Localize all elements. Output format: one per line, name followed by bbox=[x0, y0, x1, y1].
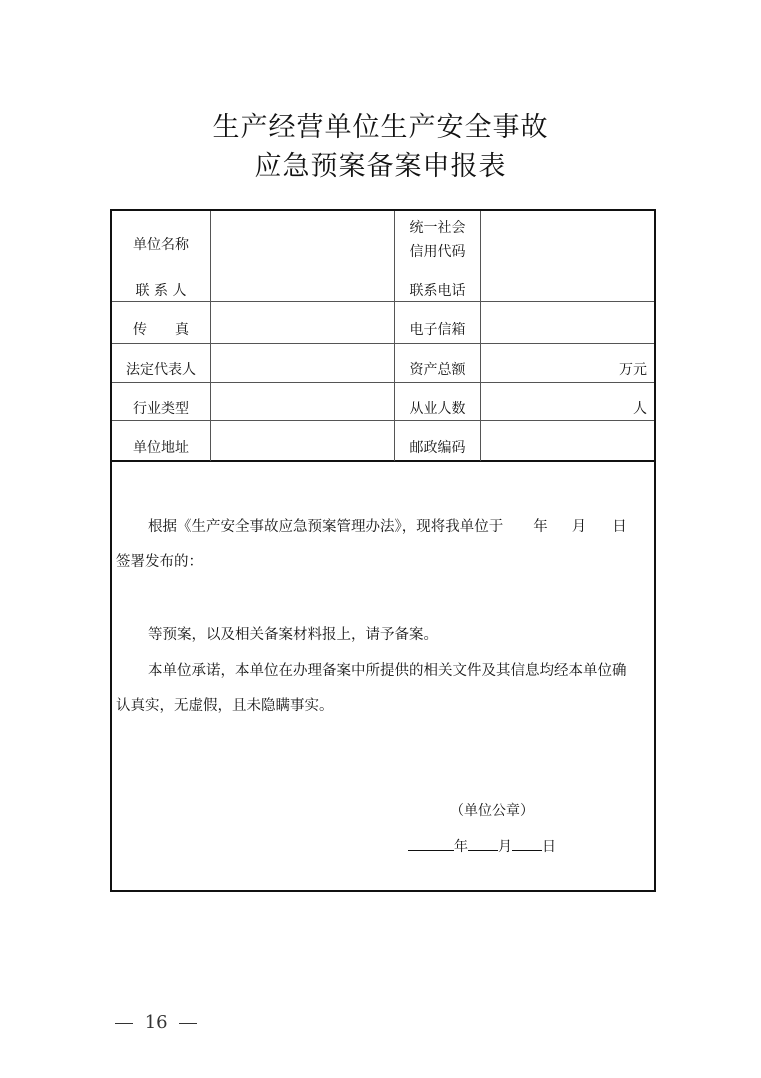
label-fax: 传 真 bbox=[133, 322, 189, 338]
statement-paragraph-1 bbox=[148, 515, 627, 536]
label-phone: 联系电话 bbox=[409, 283, 466, 299]
date-day-label: 日 bbox=[612, 519, 627, 535]
statement-paragraph-3-cont: 认真实，无虚假，且未隐瞒事实。 bbox=[116, 698, 334, 714]
seal-date-line bbox=[408, 836, 556, 856]
label-employees: 从业人数 bbox=[409, 401, 466, 417]
label-address: 单位地址 bbox=[133, 440, 189, 456]
date-month-label: 月 bbox=[571, 519, 587, 535]
label-credit-code: 统一社会 信用代码 bbox=[409, 220, 466, 260]
field-credit-code[interactable] bbox=[481, 211, 653, 301]
field-postcode[interactable] bbox=[481, 421, 653, 460]
field-industry[interactable] bbox=[211, 383, 394, 420]
date-year-label: 年 bbox=[533, 519, 548, 535]
statement-paragraph-2: 等预案，以及相关备案材料报上，请予备案。 bbox=[148, 627, 438, 643]
label-contact: 联 系 人 bbox=[135, 283, 187, 299]
field-legal-representative[interactable] bbox=[211, 344, 394, 382]
label-email: 电子信箱 bbox=[409, 322, 466, 338]
field-address[interactable] bbox=[211, 421, 394, 460]
label-unit-name: 单位名称 bbox=[133, 237, 189, 253]
unit-seal-label: （单位公章） bbox=[450, 803, 534, 819]
field-fax[interactable] bbox=[211, 302, 394, 343]
page-number: 16 bbox=[144, 1012, 168, 1033]
field-email[interactable] bbox=[481, 302, 653, 343]
seal-day-label: 日 bbox=[542, 839, 556, 855]
registration-form bbox=[110, 209, 656, 892]
label-industry: 行业类型 bbox=[133, 401, 189, 417]
employees-unit: 人 bbox=[633, 401, 647, 417]
form-title-line2: 应急预案备案申报表 bbox=[254, 151, 507, 182]
seal-year-label: 年 bbox=[454, 839, 468, 855]
seal-month-label: 月 bbox=[498, 839, 512, 855]
statement-text-1a: 根据《生产安全事故应急预案管理办法》，现将我单位于 bbox=[148, 519, 504, 535]
day-blank[interactable] bbox=[512, 836, 542, 851]
month-blank[interactable] bbox=[468, 836, 498, 851]
label-legal-representative: 法定代表人 bbox=[126, 362, 196, 378]
statement-paragraph-3: 本单位承诺，本单位在办理备案中所提供的相关文件及其信息均经本单位确 bbox=[148, 663, 627, 679]
footer-dash-left bbox=[115, 1023, 133, 1024]
label-postcode: 邮政编码 bbox=[409, 440, 466, 456]
footer-dash-right bbox=[179, 1023, 197, 1024]
page-footer bbox=[115, 1012, 197, 1033]
year-blank[interactable] bbox=[408, 836, 454, 851]
field-unit-name[interactable] bbox=[211, 211, 394, 301]
table-bottom-divider bbox=[112, 460, 654, 462]
form-title-line1: 生产经营单位生产安全事故 bbox=[212, 112, 549, 143]
statement-paragraph-1-cont: 签署发布的： bbox=[116, 554, 203, 570]
label-total-assets: 资产总额 bbox=[409, 362, 466, 378]
assets-unit: 万元 bbox=[619, 362, 647, 378]
